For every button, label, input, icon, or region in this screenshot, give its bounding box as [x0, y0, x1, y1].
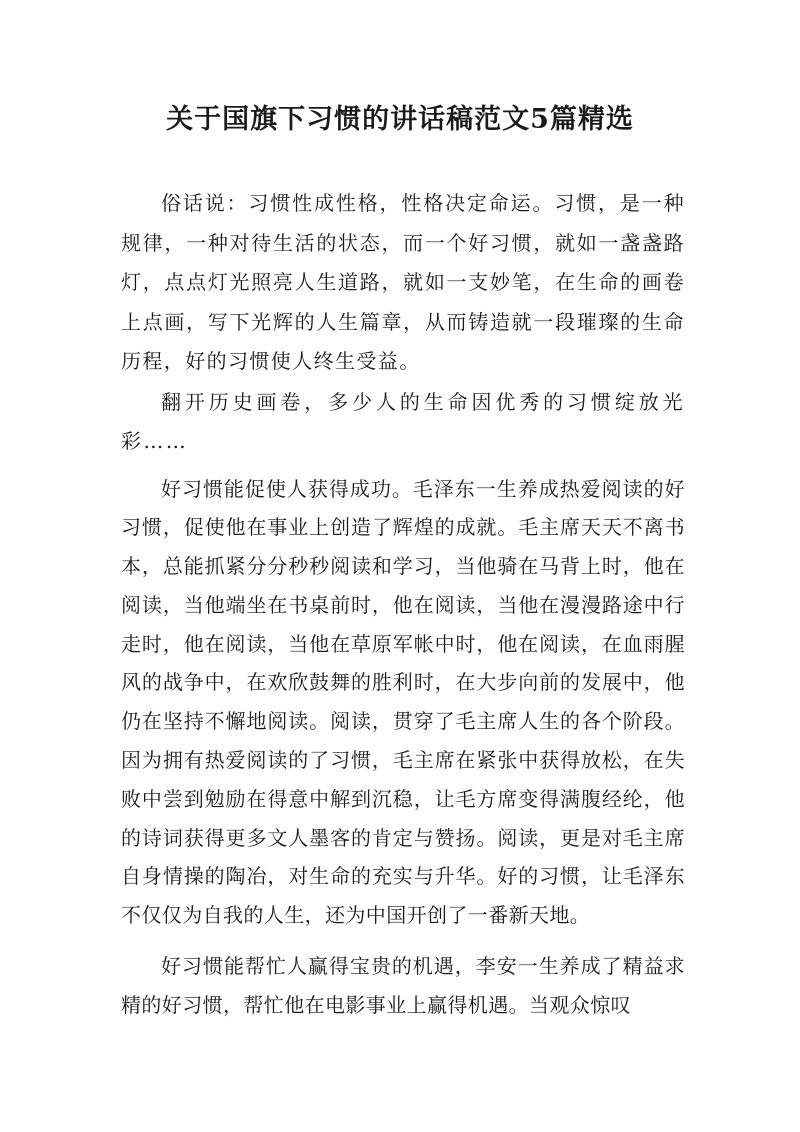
paragraph-ang-lee: 好习惯能帮忙人赢得宝贵的机遇，李安一生养成了精益求精的好习惯，帮忙他在电影事业上赢得机遇。当观众惊叹 — [121, 954, 685, 1017]
paragraph-history: 翻开历史画卷，多少人的生命因优秀的习惯绽放光彩…… — [121, 389, 685, 453]
document-title: 关于国旗下习惯的讲话稿范文5篇精选 — [166, 104, 634, 135]
paragraph-proverb-intro: 俗话说：习惯性成性格，性格决定命运。习惯，是一种规律，一种对待生活的状态，而一个好习惯，就如一盏盏路灯，点点灯光照亮人生道路，就如一支妙笔，在生命的画卷上点画，写下光辉的人生篇章，从而铸造就一段璀璨的生命历程，好的习惯使人终生受益。 — [121, 191, 685, 373]
document-body — [121, 184, 685, 1025]
paragraph-mao-reading: 好习惯能促使人获得成功。毛泽东一生养成热爱阅读的好习惯，促使他在事业上创造了辉煌的成就。毛主席天天不离书本，总能抓紧分分秒秒阅读和学习，当他骑在马背上时，他在阅读，当他端坐在书桌前时，他在阅读，当他在漫漫路途中行走时，他在阅读，当他在草原军帐中时，他在阅读，在血雨腥风的战争中，在欢欣鼓舞的胜利时，在大步向前的发展中，他仍在坚持不懈地阅读。阅读，贯穿了毛主席人生的各个阶段。因为拥有热爱阅读的了习惯，毛主席在紧张中获得放松，在失败中尝到勉励在得意中解到沉稳，让毛方席变得满腹经纶，他的诗词获得更多文人墨客的肯定与赞扬。阅读，更是对毛主席自身情操的陶冶，对生命的充实与升华。好的习惯，让毛泽东不仅仅为自我的人生，还为中国开创了一番新天地。 — [121, 476, 685, 928]
